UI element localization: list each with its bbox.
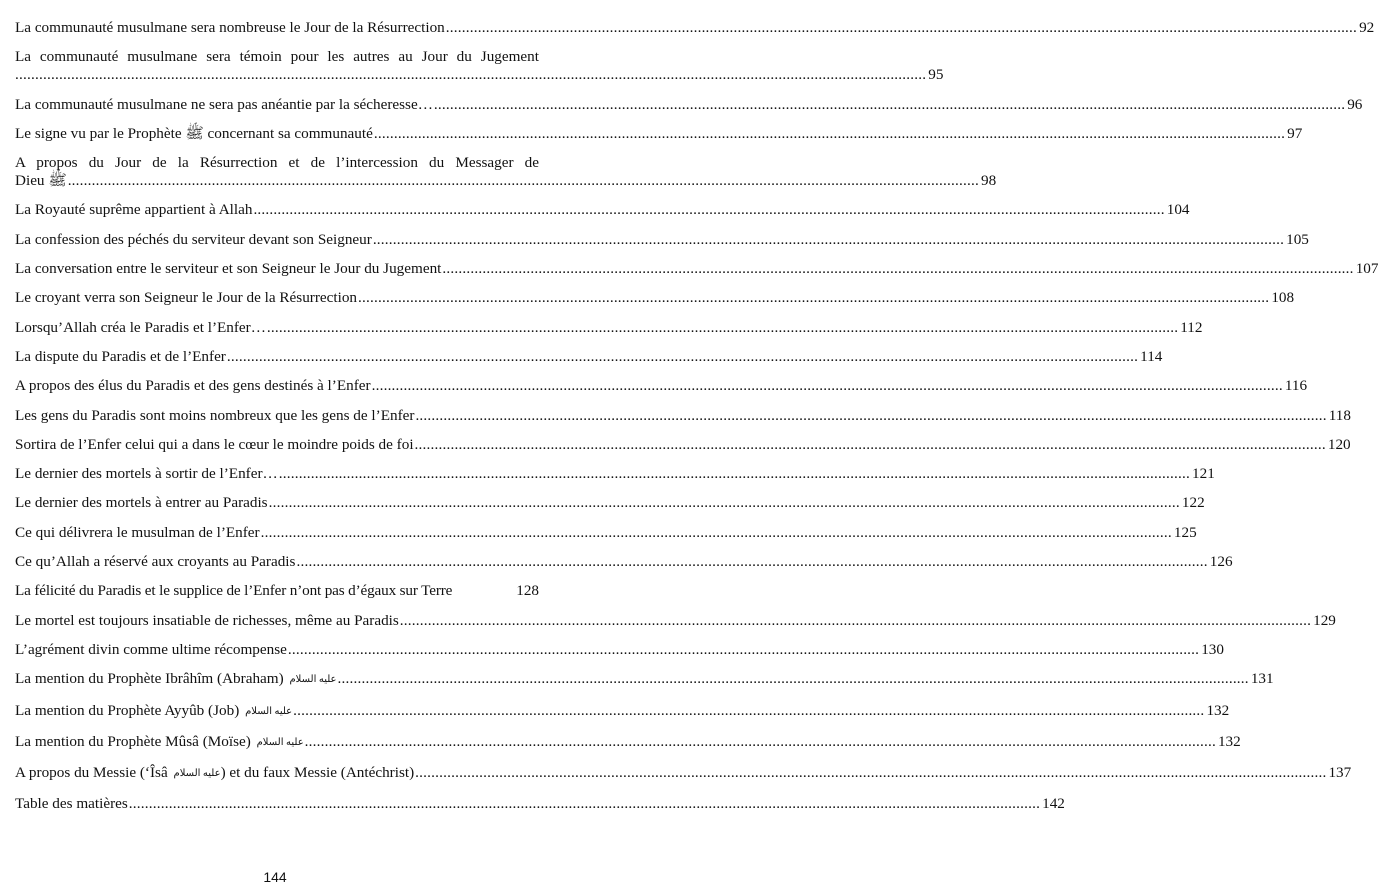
toc-entry-page: 132 — [1206, 701, 1230, 719]
dot-leader — [15, 66, 926, 84]
toc-entry[interactable] — [15, 124, 1303, 143]
toc-entry-title-wrap — [15, 702, 292, 722]
dot-leader — [446, 19, 1357, 37]
dot-leader — [374, 125, 1285, 143]
toc-entry-title: Sortira de l’Enfer celui qui a dans le cœur le moindre poids de foi — [15, 435, 414, 453]
toc-entry[interactable] — [15, 553, 1233, 571]
dot-leader — [227, 348, 1138, 366]
toc-entry-title: A propos des élus du Paradis et des gens destinés à l’Enfer — [15, 377, 371, 395]
toc-entry[interactable] — [15, 494, 1205, 512]
toc-entry-title: La conversation entre le serviteur et son Seigneur le Jour du Jugement — [15, 260, 442, 278]
toc-entry-page: 121 — [1192, 465, 1215, 483]
toc-entry-page: 105 — [1286, 230, 1309, 248]
toc-entry[interactable] — [15, 230, 1309, 249]
toc-entry[interactable] — [15, 95, 1363, 114]
dot-leader — [373, 231, 1284, 249]
toc-entry-title: Le dernier des mortels à sortir de l’Enfer… — [15, 465, 278, 483]
toc-entry-page: 96 — [1347, 95, 1363, 113]
toc-entry[interactable] — [15, 640, 1224, 659]
toc-entry-page: 92 — [1359, 19, 1375, 36]
toc-entry[interactable] — [15, 582, 539, 600]
honorific-glyph: عليه السلام — [173, 768, 221, 780]
toc-entry-page: 112 — [1180, 318, 1203, 336]
toc-entry-title: Le signe vu par le Prophète ﷺ concernant sa communauté — [15, 124, 373, 142]
toc-entry[interactable] — [15, 670, 1274, 690]
dot-leader — [68, 172, 979, 190]
page-number: 144 — [263, 869, 287, 885]
toc-entry[interactable] — [15, 732, 1241, 753]
toc-entry[interactable] — [15, 260, 1378, 278]
toc-entry-page: 95 — [928, 66, 944, 84]
toc-entry[interactable] — [15, 465, 1215, 483]
dot-leader — [358, 289, 1269, 307]
toc-entry-title: L’agrément divin comme ultime récompense — [15, 640, 287, 658]
toc-entry-page: 125 — [1173, 523, 1197, 541]
toc-entry[interactable] — [15, 154, 997, 190]
dot-leader — [293, 702, 1204, 720]
toc-entry-title: A propos du Messie (‘Îsâ — [15, 764, 168, 782]
toc-entry-page: 122 — [1181, 494, 1205, 512]
toc-entry-title: La communauté musulmane sera nombreuse le Jour de la Résurrection — [15, 19, 445, 36]
toc-entry-title: La mention du Prophète Mûsâ (Moïse) — [15, 732, 251, 750]
toc-entry-title: Le croyant verra son Seigneur le Jour de la Résurrection — [15, 289, 358, 307]
dot-leader — [415, 436, 1326, 454]
toc-entry-title: Table des matières — [15, 795, 128, 813]
toc-entry-title-wrap — [15, 764, 414, 784]
toc-entry[interactable] — [15, 289, 1295, 307]
dot-leader — [434, 96, 1345, 114]
toc-entry-title: La mention du Prophète Ibrâhîm (Abraham) — [15, 670, 284, 688]
toc-entry-title: Ce qui délivrera le musulman de l’Enfer — [15, 523, 260, 541]
toc-entry-page: 137 — [1328, 764, 1352, 782]
toc-entry-title: Lorsqu’Allah créa le Paradis et l’Enfer… — [15, 318, 266, 336]
dot-leader — [305, 733, 1216, 751]
toc-entry-title-continued: ) et du faux Messie (Antéchrist) — [220, 764, 415, 782]
toc-entry-title: La Royauté suprême appartient à Allah — [15, 201, 253, 219]
dot-leader — [288, 641, 1199, 659]
toc-entry-title: Le mortel est toujours insatiable de richesses, même au Paradis — [15, 611, 399, 629]
toc-entry-title: Les gens du Paradis sont moins nombreux que les gens de l’Enfer — [15, 406, 415, 424]
toc-entry[interactable] — [15, 201, 1190, 219]
dot-leader — [415, 407, 1326, 425]
toc-entry-page: 114 — [1140, 347, 1163, 365]
dot-leader — [400, 612, 1311, 630]
honorific-glyph: عليه السلام — [256, 736, 304, 748]
dot-leader — [279, 465, 1190, 483]
dot-leader — [372, 377, 1283, 395]
toc-entry[interactable] — [15, 318, 1203, 337]
toc-entry-page: 130 — [1201, 640, 1224, 658]
toc-entry-page: 131 — [1250, 670, 1274, 688]
toc-entry[interactable] — [15, 435, 1351, 454]
toc-entry[interactable] — [15, 406, 1351, 425]
dot-leader — [338, 670, 1249, 688]
toc-entry-title: Ce qu’Allah a réservé aux croyants au Paradis — [15, 553, 296, 571]
toc-entry-title: La dispute du Paradis et de l’Enfer — [15, 347, 226, 365]
dot-leader — [267, 319, 1178, 337]
toc-entry[interactable] — [15, 377, 1308, 395]
dot-leader — [442, 260, 1353, 278]
dot-leader — [129, 795, 1040, 813]
toc-entry-title: La félicité du Paradis et le supplice de l’Enfer n’ont pas d’égaux sur Terre — [15, 582, 453, 600]
dot-leader — [415, 764, 1326, 782]
toc-entry-row — [15, 582, 539, 600]
toc-entry-page: 116 — [1284, 377, 1308, 395]
toc-entry-title-wrap — [15, 670, 337, 690]
toc-entry-page: 104 — [1166, 201, 1190, 219]
toc-entry[interactable] — [15, 523, 1197, 542]
table-of-contents — [15, 19, 1378, 825]
toc-entry-title: La mention du Prophète Ayyûb (Job) — [15, 701, 240, 719]
toc-entry-page: 98 — [980, 172, 997, 190]
toc-entry-title: Le dernier des mortels à entrer au Paradis — [15, 494, 268, 512]
dot-leader — [269, 494, 1180, 512]
honorific-glyph: عليه السلام — [289, 674, 337, 686]
dot-leader — [261, 524, 1172, 542]
toc-entry-page: 97 — [1287, 124, 1303, 142]
toc-entry-page: 129 — [1313, 611, 1336, 629]
toc-entry[interactable] — [15, 48, 944, 84]
toc-entry-page: 142 — [1042, 795, 1065, 813]
toc-entry[interactable] — [15, 764, 1352, 784]
toc-entry-page: 128 — [516, 582, 539, 600]
toc-entry[interactable] — [15, 611, 1336, 630]
toc-entry[interactable] — [15, 347, 1163, 366]
toc-entry-title-wrap — [15, 733, 304, 753]
toc-entry-page: 107 — [1355, 260, 1378, 278]
toc-entry[interactable] — [15, 795, 1065, 813]
toc-entry-page: 120 — [1327, 435, 1351, 453]
toc-entry[interactable] — [15, 19, 1375, 37]
toc-entry-title: A propos du Jour de la Résurrection et de l’intercession du Messager de — [15, 154, 539, 172]
toc-entry-page: 126 — [1209, 553, 1233, 571]
dot-leader — [253, 201, 1164, 219]
dot-leader — [296, 553, 1207, 571]
toc-entry-page: 108 — [1271, 289, 1295, 307]
toc-entry-title-continued: Dieu ﷺ — [15, 172, 67, 190]
honorific-glyph: عليه السلام — [245, 705, 293, 717]
toc-entry-title: La communauté musulmane sera témoin pour les autres au Jour du Jugement — [15, 48, 539, 66]
toc-entry-title: La communauté musulmane ne sera pas anéantie par la sécheresse… — [15, 95, 433, 113]
toc-entry-title: La confession des péchés du serviteur devant son Seigneur — [15, 230, 372, 248]
toc-entry[interactable] — [15, 701, 1230, 722]
toc-entry-page: 132 — [1217, 732, 1241, 750]
toc-entry-page: 118 — [1328, 406, 1351, 424]
